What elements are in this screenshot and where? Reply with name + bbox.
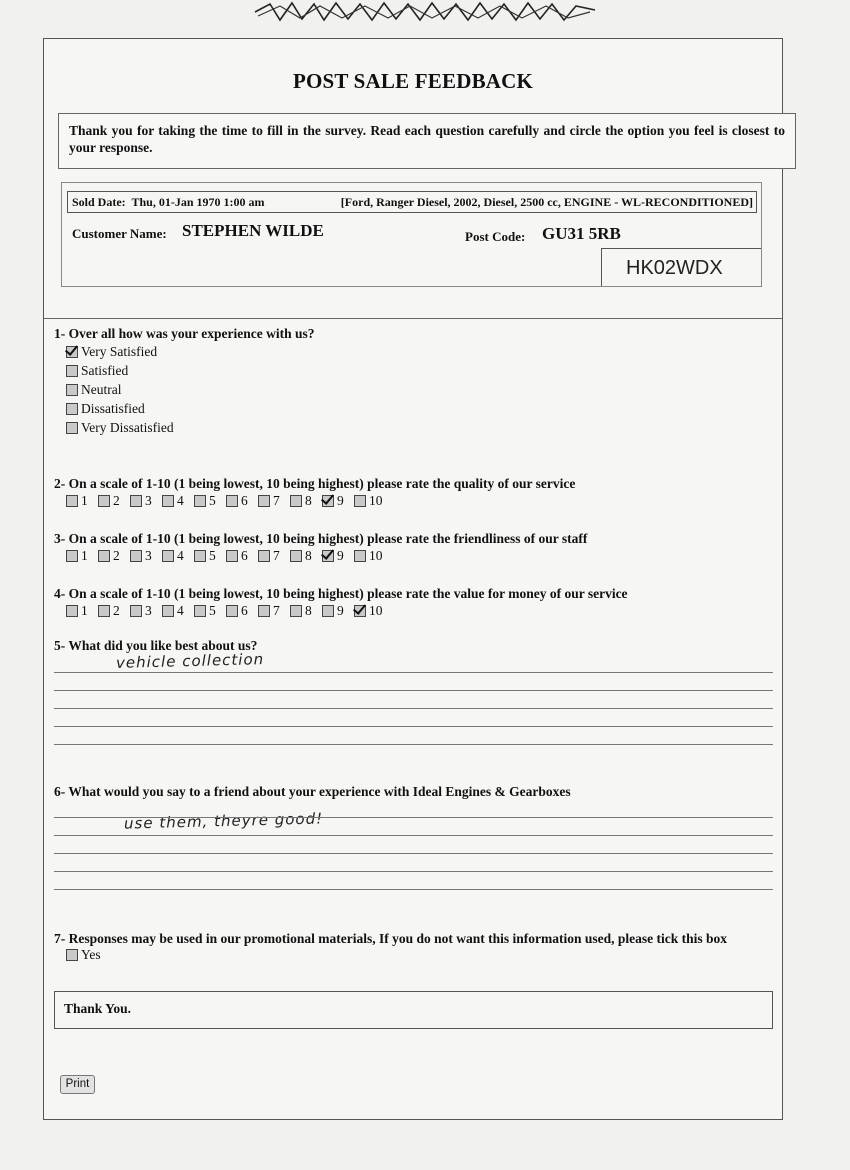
- q3-scale-option[interactable]: [354, 548, 386, 564]
- checkbox[interactable]: [98, 550, 110, 562]
- option-label: 2: [113, 548, 120, 563]
- sale-info-box: [61, 182, 762, 287]
- sold-bar: [67, 191, 757, 213]
- q2-scale-option[interactable]: [322, 493, 354, 509]
- checkbox[interactable]: [66, 365, 78, 377]
- option-label: 6: [241, 603, 248, 618]
- q4-scale-option[interactable]: [258, 603, 290, 619]
- option-label: 8: [305, 493, 312, 508]
- q3-scale-option[interactable]: [258, 548, 290, 564]
- q1-option[interactable]: [66, 342, 174, 361]
- q4-scale-option[interactable]: [290, 603, 322, 619]
- option-label: Yes: [81, 946, 101, 962]
- q4-scale-option[interactable]: [322, 603, 354, 619]
- checkbox[interactable]: [258, 605, 270, 617]
- checkbox[interactable]: [66, 403, 78, 415]
- vehicle-details: [Ford, Ranger Diesel, 2002, Diesel, 2500 cc, ENGINE - WL-RECONDITIONED]: [340, 195, 753, 209]
- option-label: 7: [273, 493, 280, 508]
- q3-scale-option[interactable]: [66, 548, 98, 564]
- postcode-label: Post Code:: [465, 229, 526, 244]
- option-label: 2: [113, 493, 120, 508]
- checkbox[interactable]: [226, 495, 238, 507]
- option-label: 8: [305, 548, 312, 563]
- registration-box: HK02WDX: [601, 248, 761, 286]
- q2-scale-option[interactable]: [226, 493, 258, 509]
- q4-scale-option[interactable]: [354, 603, 386, 619]
- section-divider: [44, 318, 782, 319]
- option-label: 3: [145, 603, 152, 618]
- option-label: 8: [305, 603, 312, 618]
- checkbox[interactable]: [162, 495, 174, 507]
- scribble-mark: [250, 0, 600, 26]
- option-label: 5: [209, 493, 216, 508]
- checkbox[interactable]: [130, 605, 142, 617]
- option-label: 4: [177, 548, 184, 563]
- checkbox[interactable]: [322, 550, 334, 562]
- q3-scale-option[interactable]: [98, 548, 130, 564]
- option-label: 7: [273, 603, 280, 618]
- q2-scale-option[interactable]: [354, 493, 386, 509]
- q7-option-yes[interactable]: [66, 945, 101, 964]
- question-7: 7- Responses may be used in our promotional materials, If you do not want this information used, please tick this box: [54, 931, 728, 946]
- feedback-form: [43, 38, 783, 1120]
- checkbox[interactable]: [66, 384, 78, 396]
- answer-line: [54, 744, 773, 745]
- option-label: 4: [177, 493, 184, 508]
- checkbox[interactable]: [98, 605, 110, 617]
- option-label: 7: [273, 548, 280, 563]
- q3-scale-option[interactable]: [322, 548, 354, 564]
- checkbox[interactable]: [194, 550, 206, 562]
- q7-options: [66, 945, 101, 964]
- q2-scale-option[interactable]: [66, 493, 98, 509]
- q3-scale-option[interactable]: [194, 548, 226, 564]
- answer-line: [54, 708, 773, 709]
- option-label: 10: [369, 603, 383, 618]
- q2-scale: [66, 493, 386, 509]
- checkbox[interactable]: [66, 495, 78, 507]
- checkbox[interactable]: [130, 550, 142, 562]
- option-label: Neutral: [81, 381, 122, 397]
- checkbox[interactable]: [66, 550, 78, 562]
- q3-scale-option[interactable]: [290, 548, 322, 564]
- q4-scale-option[interactable]: [226, 603, 258, 619]
- option-label: 10: [369, 493, 383, 508]
- q4-scale-option[interactable]: [98, 603, 130, 619]
- intro-text: Thank you for taking the time to fill in the survey. Read each question carefully and circle the option you feel is closest to your response.: [58, 113, 796, 169]
- option-label: 4: [177, 603, 184, 618]
- checkbox[interactable]: [98, 495, 110, 507]
- checkbox[interactable]: [322, 605, 334, 617]
- option-label: 9: [337, 603, 344, 618]
- answer-line: [54, 835, 773, 836]
- form-title: POST SALE FEEDBACK: [292, 69, 534, 93]
- q1-options: [66, 342, 174, 437]
- answer-line: [54, 690, 773, 691]
- thank-you-box: Thank You.: [54, 991, 773, 1029]
- answer-line: [54, 817, 773, 818]
- q1-option[interactable]: [66, 380, 174, 399]
- question-1: 1- Over all how was your experience with us?: [54, 326, 315, 341]
- q3-scale-option[interactable]: [130, 548, 162, 564]
- customer-name-label: Customer Name:: [72, 226, 167, 241]
- checkbox[interactable]: [258, 495, 270, 507]
- option-label: Very Dissatisfied: [81, 419, 174, 435]
- q4-scale-option[interactable]: [130, 603, 162, 619]
- sold-date: Sold Date: Thu, 01-Jan 1970 1:00 am: [72, 195, 265, 209]
- checkbox[interactable]: [162, 605, 174, 617]
- checkbox[interactable]: [226, 550, 238, 562]
- option-label: 10: [369, 548, 383, 563]
- checkbox[interactable]: [194, 605, 206, 617]
- checkbox[interactable]: [290, 495, 302, 507]
- answer-line: [54, 889, 773, 890]
- q3-scale: [66, 548, 386, 564]
- option-label: 9: [337, 548, 344, 563]
- option-label: Dissatisfied: [81, 400, 145, 416]
- q2-scale-option[interactable]: [290, 493, 322, 509]
- option-label: 2: [113, 603, 120, 618]
- checkbox[interactable]: [66, 422, 78, 434]
- print-button[interactable]: Print: [60, 1075, 95, 1094]
- answer-line: [54, 726, 773, 727]
- customer-name: STEPHEN WILDE: [182, 221, 324, 240]
- option-label: 6: [241, 548, 248, 563]
- q4-scale: [66, 603, 386, 619]
- checkbox[interactable]: [258, 550, 270, 562]
- checkbox[interactable]: [66, 346, 78, 358]
- option-label: 3: [145, 548, 152, 563]
- q2-scale-option[interactable]: [194, 493, 226, 509]
- checkbox[interactable]: [66, 949, 78, 961]
- q4-scale-option[interactable]: [66, 603, 98, 619]
- option-label: 1: [81, 493, 88, 508]
- q1-option[interactable]: [66, 418, 174, 437]
- question-3: 3- On a scale of 1-10 (1 being lowest, 10 being highest) please rate the friendliness of our staff: [54, 531, 588, 546]
- checkbox[interactable]: [194, 495, 206, 507]
- q1-option[interactable]: [66, 361, 174, 380]
- checkbox[interactable]: [354, 605, 366, 617]
- checkbox[interactable]: [290, 605, 302, 617]
- checkbox[interactable]: [290, 550, 302, 562]
- checkbox[interactable]: [354, 495, 366, 507]
- option-label: 3: [145, 493, 152, 508]
- question-4: 4- On a scale of 1-10 (1 being lowest, 10 being highest) please rate the value for money of our service: [54, 586, 628, 601]
- option-label: Very Satisfied: [81, 343, 158, 359]
- option-label: Satisfied: [81, 362, 129, 378]
- question-6: 6- What would you say to a friend about your experience with Ideal Engines & Gearboxes: [54, 784, 571, 799]
- question-5: 5- What did you like best about us?: [54, 638, 258, 653]
- checkbox[interactable]: [66, 605, 78, 617]
- q1-option[interactable]: [66, 399, 174, 418]
- answer-line: [54, 871, 773, 872]
- answer-line: [54, 853, 773, 854]
- checkbox[interactable]: [226, 605, 238, 617]
- option-label: 1: [81, 603, 88, 618]
- option-label: 9: [337, 493, 344, 508]
- q3-scale-option[interactable]: [226, 548, 258, 564]
- q4-scale-option[interactable]: [194, 603, 226, 619]
- q6-handwritten-answer[interactable]: use them, theyre good!: [123, 809, 324, 833]
- q3-scale-option[interactable]: [162, 548, 194, 564]
- q2-scale-option[interactable]: [258, 493, 290, 509]
- answer-line: [54, 672, 773, 673]
- question-2: 2- On a scale of 1-10 (1 being lowest, 10 being highest) please rate the quality of our service: [54, 476, 576, 491]
- q5-handwritten-answer[interactable]: vehicle collection: [115, 650, 265, 672]
- q2-scale-option[interactable]: [130, 493, 162, 509]
- checkbox[interactable]: [130, 495, 142, 507]
- option-label: 1: [81, 548, 88, 563]
- q2-scale-option[interactable]: [98, 493, 130, 509]
- postcode-value: GU31 5RB: [542, 224, 621, 243]
- option-label: 5: [209, 548, 216, 563]
- checkbox[interactable]: [322, 495, 334, 507]
- option-label: 5: [209, 603, 216, 618]
- q4-scale-option[interactable]: [162, 603, 194, 619]
- checkbox[interactable]: [354, 550, 366, 562]
- checkbox[interactable]: [162, 550, 174, 562]
- q2-scale-option[interactable]: [162, 493, 194, 509]
- option-label: 6: [241, 493, 248, 508]
